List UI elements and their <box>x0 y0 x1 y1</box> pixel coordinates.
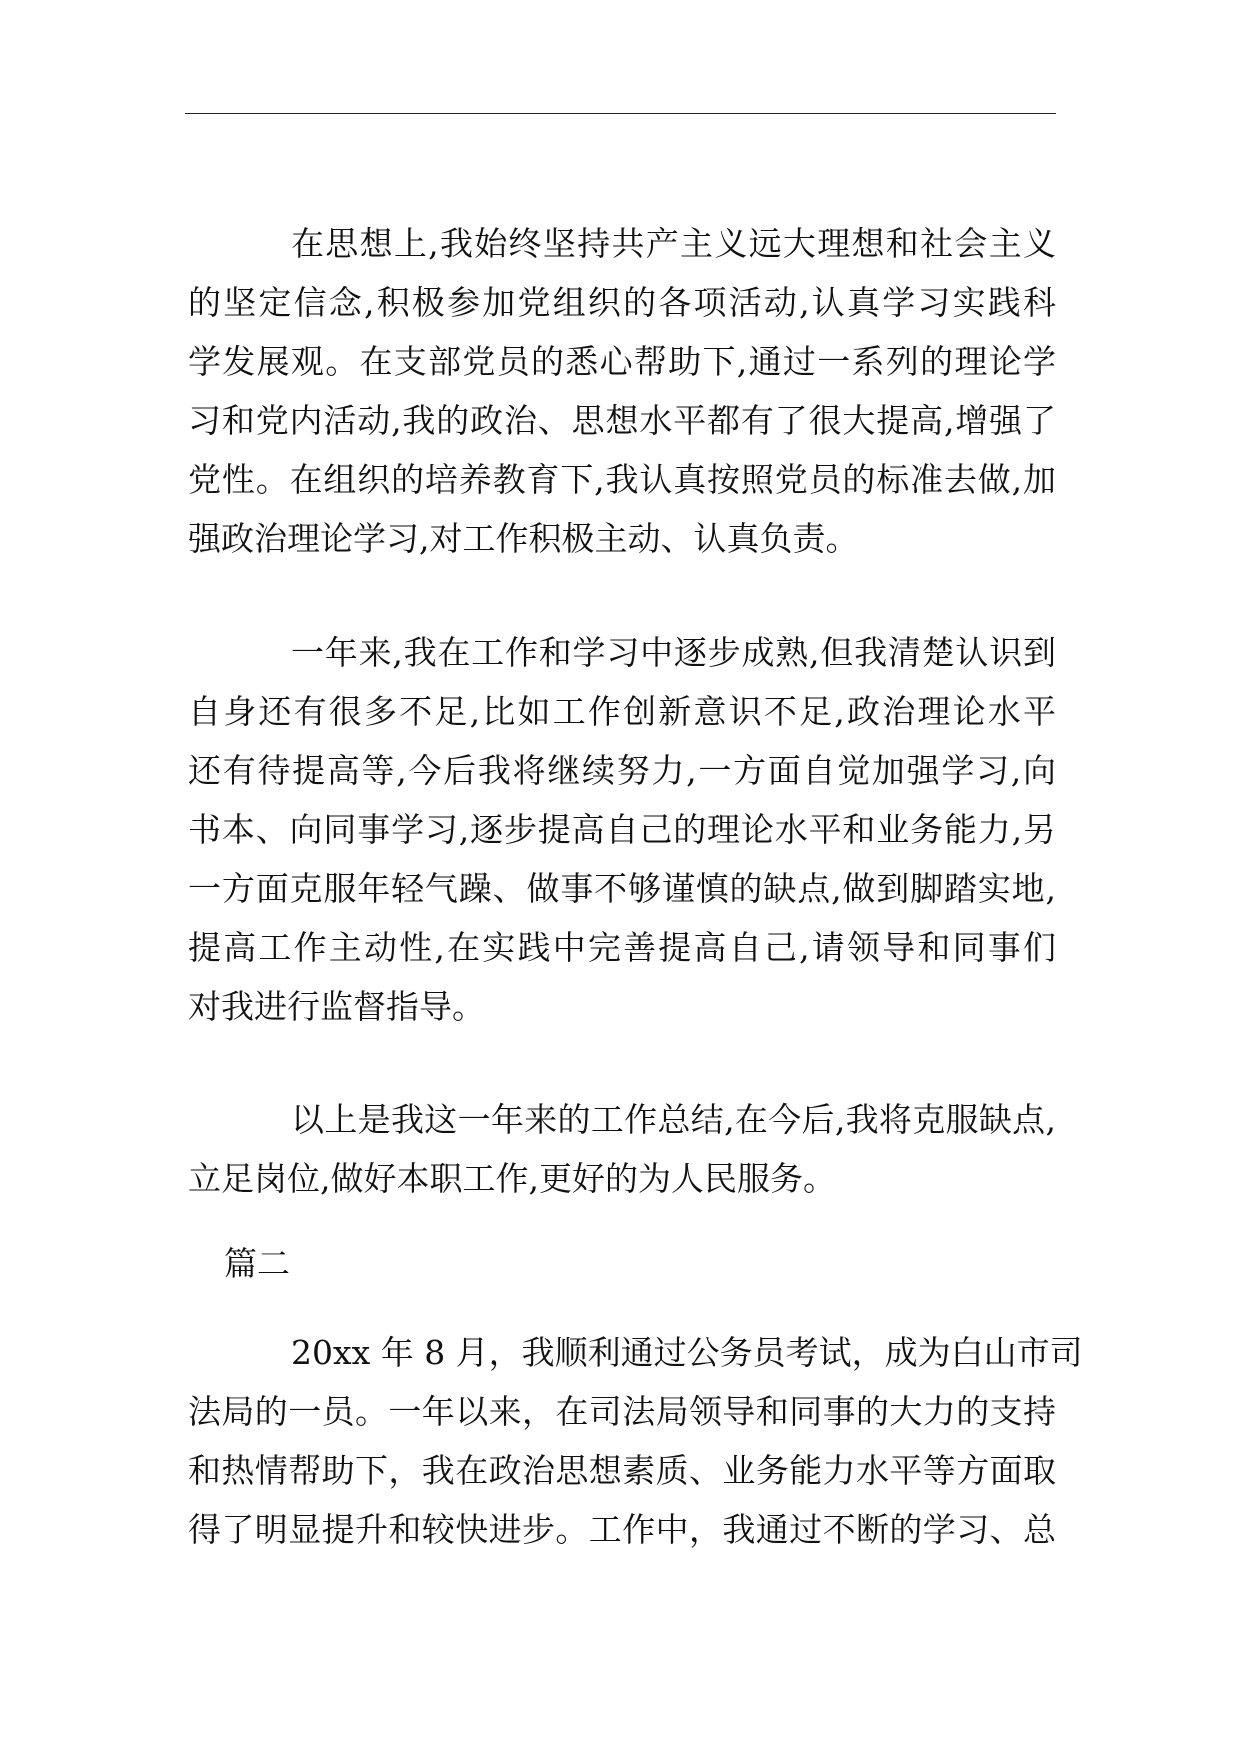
paragraph-line: 法局的一员。一年以来，在司法局领导和同事的大力的支持 <box>188 1392 1056 1431</box>
paragraph-thought <box>188 214 1056 568</box>
paragraph-line: 提高工作主动性,在实践中完善提高自己,请领导和同事们 <box>188 928 1056 967</box>
paragraph-line: 20xx 年 8 月，我顺利通过公务员考试，成为白山市司 <box>291 1333 1083 1372</box>
paragraph-section-two <box>188 1323 1083 1559</box>
section-heading: 篇二 <box>224 1244 290 1283</box>
paragraph-line: 以上是我这一年来的工作总结,在今后,我将克服缺点, <box>291 1100 1056 1139</box>
paragraph-line: 党性。在组织的培养教育下,我认真按照党员的标准去做,加 <box>188 460 1056 499</box>
paragraph-line: 得了明显提升和较快进步。工作中，我通过不断的学习、总 <box>188 1510 1056 1549</box>
header-rule <box>185 113 1056 114</box>
paragraph-line: 在思想上,我始终坚持共产主义远大理想和社会主义 <box>291 224 1056 263</box>
paragraph-line: 强政治理论学习,对工作积极主动、认真负责。 <box>188 519 859 558</box>
paragraph-line: 立足岗位,做好本职工作,更好的为人民服务。 <box>188 1159 836 1198</box>
paragraph-line: 习和党内活动,我的政治、思想水平都有了很大提高,增强了 <box>188 401 1056 440</box>
paragraph-line: 书本、向同事学习,逐步提高自己的理论水平和业务能力,另 <box>188 810 1056 849</box>
paragraph-line: 自身还有很多不足,比如工作创新意识不足,政治理论水平 <box>188 692 1056 731</box>
paragraph-line: 学发展观。在支部党员的悉心帮助下,通过一系列的理论学 <box>188 342 1056 381</box>
paragraph-line: 一年来,我在工作和学习中逐步成熟,但我清楚认识到 <box>291 633 1056 672</box>
paragraph-conclusion <box>188 1090 1056 1208</box>
paragraph-line: 对我进行监督指导。 <box>188 987 485 1026</box>
paragraph-line: 的坚定信念,积极参加党组织的各项活动,认真学习实践科 <box>188 283 1056 322</box>
paragraph-shortcomings <box>188 623 1056 1036</box>
paragraph-line: 还有待提高等,今后我将继续努力,一方面自觉加强学习,向 <box>188 751 1056 790</box>
paragraph-line: 和热情帮助下，我在政治思想素质、业务能力水平等方面取 <box>188 1451 1056 1490</box>
paragraph-line: 一方面克服年轻气躁、做事不够谨慎的缺点,做到脚踏实地, <box>188 869 1056 908</box>
